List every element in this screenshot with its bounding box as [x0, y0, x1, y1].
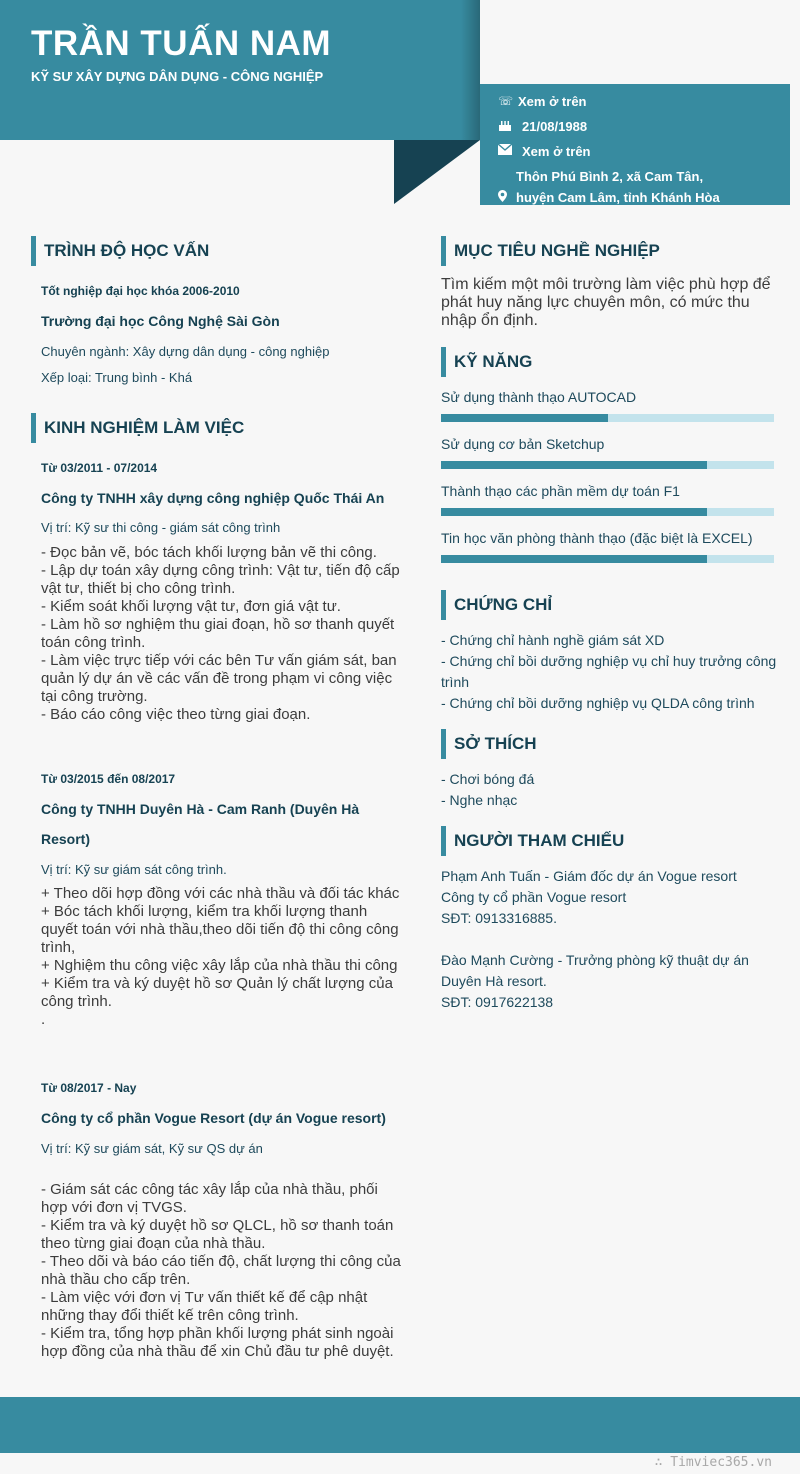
job-2-company-line-2: Resort) [41, 831, 91, 847]
skill-level-fill [441, 414, 608, 422]
skill-label: Tin học văn phòng thành thạo (đặc biệt là EXCEL) [441, 530, 753, 546]
job-2-period: Từ 03/2015 đến 08/2017 [41, 772, 176, 786]
job-3-position: Vị trí: Kỹ sư giám sát, Kỹ sư QS dự án [41, 1141, 263, 1156]
job-3-period: Từ 08/2017 - Nay [41, 1081, 137, 1095]
address-line-1: Thôn Phú Bình 2, xã Cam Tân, [516, 169, 704, 184]
envelope-icon [498, 144, 522, 158]
birthday-cake-icon [498, 119, 522, 134]
contact-phone [498, 94, 587, 109]
contact-birthday [498, 119, 587, 134]
section-title-education: TRÌNH ĐỘ HỌC VẤN [31, 236, 209, 266]
candidate-name: TRẦN TUẤN NAM [31, 24, 332, 63]
education-period: Tốt nghiệp đại học khóa 2006-2010 [41, 284, 240, 298]
footer-band [0, 1397, 800, 1453]
contact-birthday-value: 21/08/1988 [522, 119, 588, 134]
certificate-item-continued: trình [441, 674, 470, 690]
watermark: ∴ Timviec365.vn [654, 1455, 772, 1470]
skill-level-fill [441, 508, 707, 516]
contact-email-value: Xem ở trên [522, 144, 591, 159]
job-2-position: Vị trí: Kỹ sư giám sát công trình. [41, 862, 227, 877]
reference-2-name: Đào Mạnh Cường - Trưởng phòng kỹ thuật dự án [441, 952, 749, 968]
job-1-period: Từ 03/2011 - 07/2014 [41, 461, 158, 475]
section-title-objective: MỤC TIÊU NGHỀ NGHIỆP [441, 236, 660, 266]
reference-2-company: Duyên Hà resort. [441, 973, 547, 989]
header-fold-shadow [461, 0, 480, 140]
skill-level-fill [441, 555, 707, 563]
section-title-certificates: CHỨNG CHỈ [441, 590, 552, 620]
education-school: Trường đại học Công Nghệ Sài Gòn [41, 313, 280, 329]
map-pin-icon [498, 166, 516, 205]
skill-label: Sử dụng thành thạo AUTOCAD [441, 389, 637, 405]
certificate-item: - Chứng chỉ bồi dưỡng nghiệp vụ chỉ huy trưởng công [441, 653, 777, 669]
reference-1-company: Công ty cổ phần Vogue resort [441, 889, 627, 905]
address-line-2: huyện Cam Lâm, tỉnh Khánh Hòa [516, 190, 720, 205]
contact-phone-value: Xem ở trên [518, 94, 587, 109]
section-title-experience: KINH NGHIỆM LÀM VIỆC [31, 413, 244, 443]
hobby-item: - Nghe nhạc [441, 792, 518, 808]
contact-address [498, 166, 720, 208]
job-2-company-line-1: Công ty TNHH Duyên Hà - Cam Ranh (Duyên Hà [41, 801, 360, 817]
contact-email [498, 144, 591, 159]
reference-2-phone: SĐT: 0917622138 [441, 994, 554, 1010]
skill-label: Thành thạo các phần mềm dự toán F1 [441, 483, 680, 499]
skill-level-fill [441, 461, 707, 469]
reference-1-phone: SĐT: 0913316885. [441, 910, 557, 926]
job-1-description: - Đọc bản vẽ, bóc tách khối lượng bản vẽ thi công. - Lập dự toán xây dựng công trình: Vật tư, tiến độ cấp vật tư, thiết bị cho công trình. - Kiểm soát khối lượng vật tư, đơn giá vật tư. - Làm hồ sơ nghiệm thu giai đoạn, hồ sơ thanh quyết toán công trình. - Làm việc trực tiếp với các bên Tư vấn giám sát, ban quản lý dự án về các vấn đề trong phạm vi công việc tại công trường. - Báo cáo công việc theo từng giai đoạn. [41, 544, 400, 723]
job-3-description: - Giám sát các công tác xây lắp của nhà thầu, phối hợp với đơn vị TVGS. - Kiểm tra và ký duyệt hồ sơ QLCL, hồ sơ thanh toán theo từng giai đoạn của nhà thầu. - Theo dõi và báo cáo tiến độ, chất lượng thi công của nhà thầu cho cấp trên. - Làm việc với đơn vị Tư vấn thiết kế để cập nhật những thay đổi thiết kế trên công trình. - Kiểm tra, tổng hợp phần khối lượng phát sinh ngoài hợp đồng của nhà thầu để xin Chủ đầu tư phê duyệt. [41, 1181, 401, 1360]
certificate-item: - Chứng chỉ hành nghề giám sát XD [441, 632, 665, 648]
job-3-company: Công ty cổ phần Vogue Resort (dự án Vogue resort) [41, 1110, 386, 1126]
section-title-references: NGƯỜI THAM CHIẾU [441, 826, 624, 856]
contact-address-text [516, 166, 720, 208]
job-2-description: + Theo dõi hợp đồng với các nhà thầu và đối tác khác + Bóc tách khối lượng, kiểm tra khối lượng thanh quyết toán với nhà thầu,theo dõi tiến độ thi công công trình, + Nghiệm thu công việc xây lắp của nhà thầu thi công + Kiểm tra và ký duyệt hồ sơ Quản lý chất lượng của công trình. . [41, 885, 400, 1028]
skill-label: Sử dụng cơ bản Sketchup [441, 436, 605, 452]
objective-text: Tìm kiếm một môi trường làm việc phù hợp để phát huy năng lực chuyên môn, có mức thu nhập ổn định. [441, 276, 771, 329]
skill-level-bar [441, 508, 774, 516]
certificate-item: - Chứng chỉ bồi dưỡng nghiệp vụ QLDA công trình [441, 695, 755, 711]
skill-level-bar [441, 555, 774, 563]
skill-level-bar [441, 461, 774, 469]
job-1-position: Vị trí: Kỹ sư thi công - giám sát công trình [41, 520, 281, 535]
phone-icon: ☏ [498, 94, 514, 108]
skill-level-bar [441, 414, 774, 422]
hobby-item: - Chơi bóng đá [441, 771, 535, 787]
candidate-job-title: KỸ SƯ XÂY DỰNG DÂN DỤNG - CÔNG NGHIỆP [31, 69, 324, 84]
contact-box [480, 84, 790, 205]
reference-1-name: Phạm Anh Tuấn - Giám đốc dự án Vogue resort [441, 868, 737, 884]
education-major: Chuyên ngành: Xây dựng dân dụng - công nghiệp [41, 344, 330, 359]
education-grade: Xếp loại: Trung bình - Khá [41, 370, 193, 385]
section-title-hobbies: SỞ THÍCH [441, 729, 537, 759]
section-title-skills: KỸ NĂNG [441, 347, 532, 377]
decorative-fold [394, 140, 480, 204]
job-1-company: Công ty TNHH xây dựng công nghiệp Quốc Thái An [41, 490, 385, 506]
